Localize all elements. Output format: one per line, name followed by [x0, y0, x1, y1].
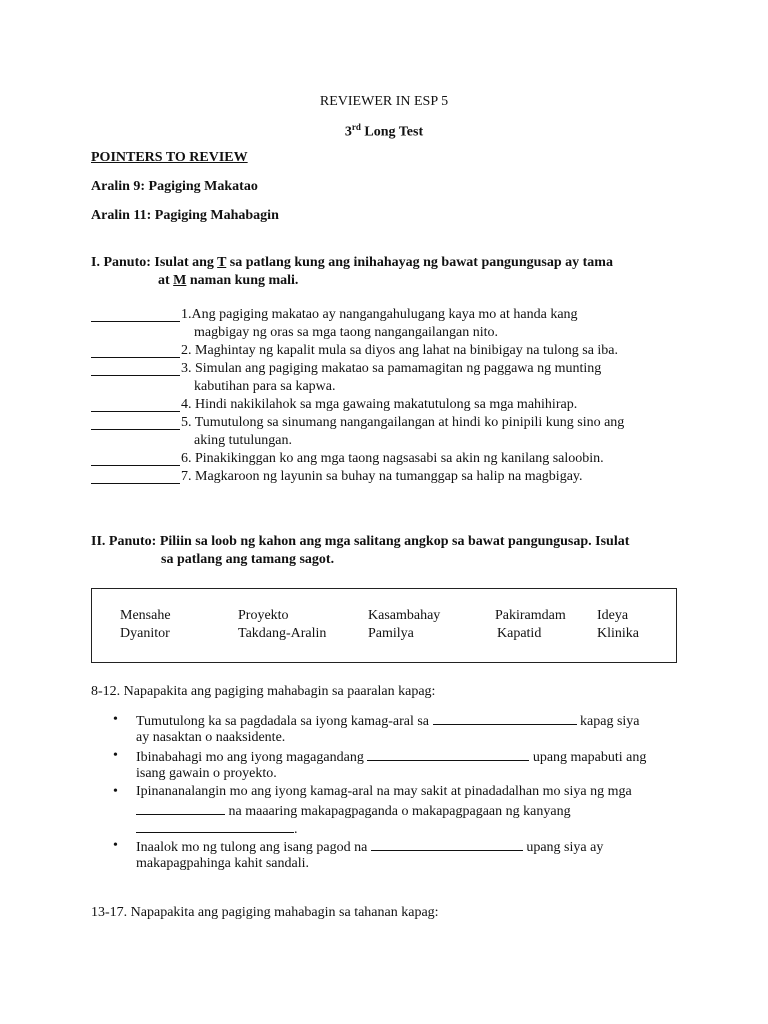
aralin-11: Aralin 11: Pagiging Mahabagin — [91, 208, 279, 223]
word-bank-box — [91, 588, 677, 663]
bullet-3-line2: na maaaring makapagpaganda o makapagpagaan ng kanyang — [136, 802, 571, 820]
bullet-icon: • — [113, 748, 118, 763]
page-title: REVIEWER IN ESP 5 — [319, 94, 449, 109]
page-subtitle: 3rd Long Test — [344, 122, 424, 140]
bullet-4-line2: makapagpahinga kahit sandali. — [136, 856, 309, 871]
word-bank-item: Mensahe — [120, 608, 171, 623]
word-bank-item: Pamilya — [368, 626, 414, 641]
part1-instruction-line1: I. Panuto: Isulat ang T sa patlang kung ang inihahayag ng bawat pangungusap ay tama — [91, 255, 613, 270]
answer-blank[interactable] — [371, 838, 523, 851]
bullet-3-line3: . — [136, 820, 298, 838]
word-bank-item: Proyekto — [238, 608, 289, 623]
bullet-3-line1: Ipinananalangin mo ang iyong kamag-aral na may sakit at pinadadalhan mo siya ng mga — [136, 784, 632, 799]
word-bank-item: Pakiramdam — [495, 608, 566, 623]
answer-blank[interactable] — [91, 453, 180, 466]
answer-blank[interactable] — [91, 399, 180, 412]
bullet-icon: • — [113, 784, 118, 799]
part1-instruction-line2: at M naman kung mali. — [158, 273, 299, 288]
word-bank-item: Dyanitor — [120, 626, 170, 641]
bullet-1-line2: ay nasaktan o naaksidente. — [136, 730, 286, 745]
bullet-2-line2: isang gawain o proyekto. — [136, 766, 277, 781]
part2-instruction-line2: sa patlang ang tamang sagot. — [161, 552, 335, 567]
bullet-2-line1: Ibinabahagi mo ang iyong magagandang upang mapabuti ang — [136, 750, 647, 765]
bullet-1-line1: Tumutulong ka sa pagdadala sa iyong kamag-aral sa kapag siya — [136, 714, 640, 729]
part2-instruction-line1: II. Panuto: Piliin sa loob ng kahon ang mga salitang angkop sa bawat pangungusap. Isulat — [91, 534, 630, 549]
bullet-4-line1: Inaalok mo ng tulong ang isang pagod na upang siya ay — [136, 840, 604, 855]
answer-blank[interactable] — [433, 712, 577, 725]
answer-blank[interactable] — [91, 309, 180, 322]
answer-blank[interactable] — [91, 417, 180, 430]
word-bank-item: Takdang-Aralin — [238, 626, 327, 641]
answer-blank[interactable] — [136, 802, 225, 815]
answer-blank[interactable] — [91, 363, 180, 376]
aralin-9: Aralin 9: Pagiging Makatao — [91, 179, 258, 194]
word-bank-item: Kasambahay — [368, 608, 441, 623]
answer-blank[interactable] — [136, 820, 294, 833]
answer-blank[interactable] — [91, 471, 180, 484]
word-bank-item: Kapatid — [497, 626, 542, 641]
bullet-icon: • — [113, 838, 118, 853]
word-bank-item: Ideya — [597, 608, 629, 623]
word-bank-item: Klinika — [597, 626, 639, 641]
answer-blank[interactable] — [91, 345, 180, 358]
section-8-12-heading: 8-12. Napapakita ang pagiging mahabagin sa paaralan kapag: — [91, 684, 436, 699]
pointers-heading: POINTERS TO REVIEW — [91, 150, 248, 165]
bullet-icon: • — [113, 712, 118, 727]
answer-blank[interactable] — [367, 748, 529, 761]
section-13-17-heading: 13-17. Napapakita ang pagiging mahabagin sa tahanan kapag: — [91, 905, 439, 920]
